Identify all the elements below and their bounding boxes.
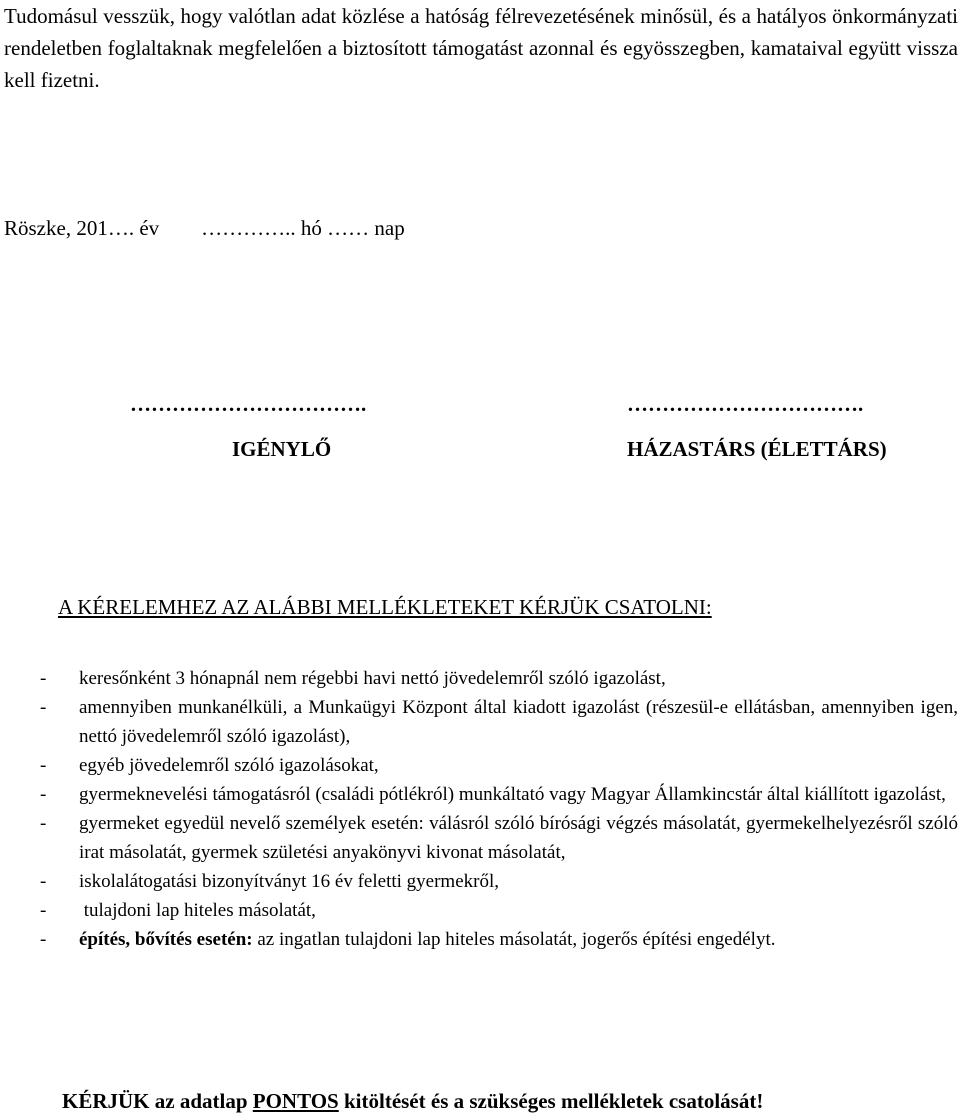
attachment-lead: építés, bővítés esetén:	[79, 929, 253, 950]
final-note-after: kitöltését és a szükséges mellékletek csatolását!	[338, 1089, 764, 1113]
attachment-item	[0, 693, 960, 751]
attachment-text: amennyiben munkanélküli, a Munkaügyi Központ által kiadott igazolást (részesül-e ellátásban, amennyiben igen, nettó jövedelemről szóló igazolást),	[79, 697, 958, 747]
list-dash: -	[40, 871, 47, 892]
list-dash: -	[40, 813, 47, 834]
attachment-item	[0, 925, 960, 954]
intro-paragraph: Tudomásul vesszük, hogy valótlan adat közlése a hatóság félrevezetésének minősül, és a hatályos önkormányzati rendeletben foglaltaknak megfelelően a biztosított támogatást azonnal és egyösszegben, kamataival együtt vissza kell fizetni.	[4, 4, 958, 92]
attachment-text: iskolalátogatási bizonyítványt 16 év feletti gyermekről,	[79, 871, 499, 892]
list-dash: -	[40, 900, 47, 921]
final-note-emphasis: PONTOS	[252, 1089, 339, 1113]
applicant-signature-label: IGÉNYLŐ	[232, 437, 332, 461]
attachment-text: az ingatlan tulajdoni lap hiteles másolatát, jogerős építési engedélyt.	[252, 929, 776, 950]
attachment-text: gyermeket egyedül nevelő személyek esetén: válásról szóló bírósági végzés másolatát, gyermekelhelyezésről szóló irat másolatát, gyermek születési anyakönyvi kivonat másolatát,	[79, 813, 958, 863]
attachment-text: gyermeknevelési támogatásról (családi pótlékról) munkáltató vagy Magyar Államkincstár által kiállított igazolást,	[79, 784, 946, 805]
spouse-signature-line: …………………………….	[627, 392, 864, 416]
list-dash: -	[40, 755, 47, 776]
final-request-note	[62, 1085, 763, 1117]
list-dash: -	[40, 697, 47, 718]
place-date-line: Röszke, 201…. év ………….. hó …… nap	[4, 216, 405, 240]
list-dash: -	[40, 784, 47, 805]
list-dash: -	[40, 668, 47, 689]
attachment-item	[0, 664, 960, 693]
applicant-signature-line: …………………………….	[130, 392, 367, 416]
final-note-before: KÉRJÜK az adatlap	[62, 1089, 253, 1113]
attachment-text: tulajdoni lap hiteles másolatát,	[79, 900, 316, 921]
list-dash: -	[40, 929, 47, 950]
attachment-text: egyéb jövedelemről szóló igazolásokat,	[79, 755, 379, 776]
attachment-item	[0, 896, 960, 925]
attachment-item	[0, 809, 960, 867]
attachment-item	[0, 867, 960, 896]
attachments-list	[0, 664, 960, 954]
attachments-heading: A KÉRELEMHEZ AZ ALÁBBI MELLÉKLETEKET KÉRJÜK CSATOLNI:	[58, 595, 712, 619]
attachment-item	[0, 751, 960, 780]
attachment-item	[0, 780, 960, 809]
attachment-text: keresőnként 3 hónapnál nem régebbi havi nettó jövedelemről szóló igazolást,	[79, 668, 666, 689]
spouse-signature-label: HÁZASTÁRS (ÉLETTÁRS)	[627, 437, 887, 461]
